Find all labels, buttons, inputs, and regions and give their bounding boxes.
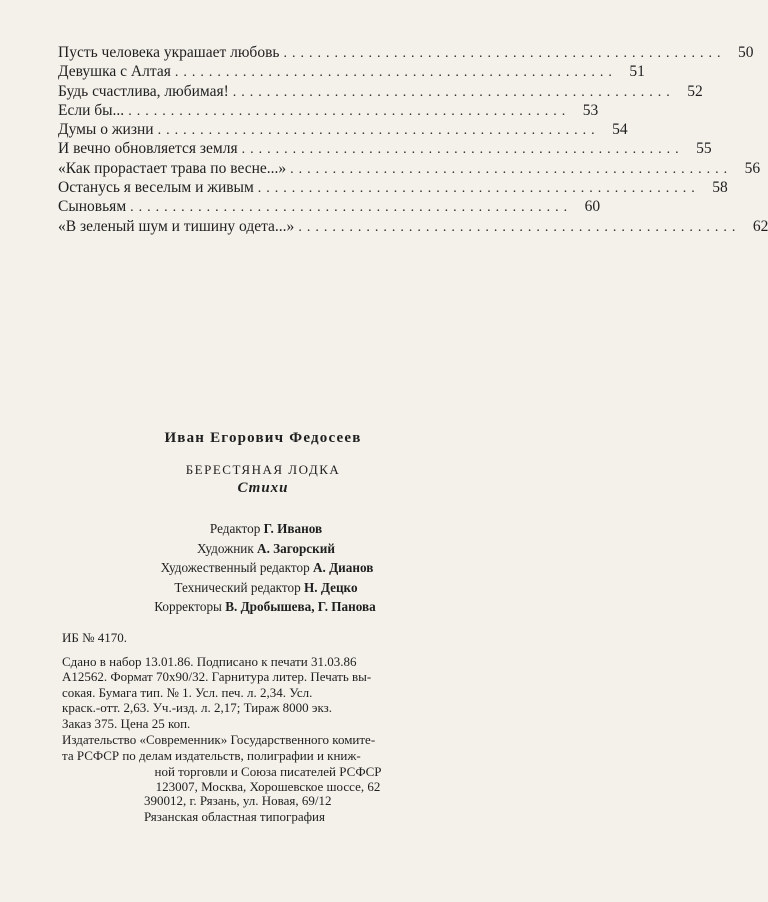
credit-line bbox=[0, 519, 526, 539]
publication-details bbox=[62, 630, 474, 732]
toc-entry bbox=[58, 140, 712, 159]
publisher-address: 123007, Москва, Хорошевское шоссе, 62 bbox=[155, 779, 381, 795]
toc-leader-dots: .................................................... bbox=[130, 200, 573, 216]
credit-role: Художественный редактор bbox=[160, 560, 310, 575]
credit-role: Редактор bbox=[209, 521, 261, 536]
toc-leader-dots: .................................................... bbox=[174, 65, 617, 81]
toc-entry-title: «В зеленый шум и тишину одета...» bbox=[58, 217, 295, 235]
toc-entry bbox=[58, 82, 703, 102]
toc-entry-page: 54 bbox=[612, 121, 628, 139]
toc-entry-page: 55 bbox=[696, 140, 712, 158]
publisher-info bbox=[62, 732, 474, 795]
toc-entry-title: Сыновьям bbox=[58, 198, 127, 216]
toc-entry-page: 60 bbox=[584, 198, 601, 216]
toc-entry bbox=[58, 63, 645, 82]
credit-role: Технический редактор bbox=[174, 579, 301, 595]
toc-entry bbox=[58, 121, 628, 140]
publication-detail-line: краск.-отт. 2,63. Уч.-изд. л. 2,17; Тираж 8000 экз. bbox=[62, 700, 333, 716]
toc-entry bbox=[58, 179, 728, 198]
toc-entry-title: Останусь я веселым и живым bbox=[58, 179, 254, 197]
credit-person: Г. Иванов bbox=[263, 521, 323, 536]
publisher-line: ной торговли и Союза писателей РСФСР bbox=[154, 763, 382, 779]
toc-entry-page: 50 bbox=[737, 44, 754, 61]
toc-leader-dots: .................................................... bbox=[241, 142, 684, 158]
book-title: БЕРЕСТЯНАЯ ЛОДКА bbox=[185, 462, 341, 477]
toc-leader-dots: .................................................... bbox=[232, 84, 675, 100]
toc-entry-title: Если бы... bbox=[58, 101, 125, 119]
toc-leader-dots: .................................................... bbox=[298, 219, 741, 235]
toc-entry-page: 62 bbox=[752, 217, 768, 235]
publication-detail-line: Сдано в набор 13.01.86. Подписано к печати 31.03.86 bbox=[62, 653, 357, 669]
toc-leader-dots: .................................................... bbox=[128, 103, 571, 119]
toc-entry-title: Девушка с Алтая bbox=[58, 63, 171, 81]
credit-person: А. Загорский bbox=[257, 540, 335, 556]
toc-entry-title: Пусть человека украшает любовь bbox=[58, 44, 280, 61]
printer-address: 390012, г. Рязань, ул. Новая, 69/12 bbox=[144, 793, 332, 808]
credit-role: Художник bbox=[197, 540, 254, 556]
toc-entry-page: 51 bbox=[629, 63, 645, 81]
credit-line bbox=[0, 558, 526, 578]
toc-entry-title: Думы о жизни bbox=[58, 121, 154, 139]
toc-entry bbox=[58, 44, 754, 63]
toc-entry bbox=[58, 101, 599, 121]
printer-name: Рязанская областная типография bbox=[144, 808, 325, 824]
printer-info bbox=[144, 793, 332, 825]
toc-leader-dots: .................................................... bbox=[257, 181, 700, 197]
spacer bbox=[62, 646, 474, 654]
credit-line bbox=[0, 539, 526, 559]
publication-detail-line: сокая. Бумага тип. № 1. Усл. печ. л. 2,34. Усл. bbox=[62, 684, 313, 700]
toc-entry-title: Будь счастлива, любимая! bbox=[58, 82, 229, 100]
toc-entry-page: 53 bbox=[582, 101, 599, 119]
publication-detail-line: А12562. Формат 70х90/32. Гарнитура литер. Печать вы- bbox=[62, 669, 372, 685]
toc-leader-dots: .................................................... bbox=[283, 46, 726, 61]
credits-block bbox=[0, 519, 526, 617]
credit-role: Корректоры bbox=[154, 599, 222, 614]
toc-entry-title: «Как прорастает трава по весне...» bbox=[58, 159, 287, 177]
author-name: Иван Егорович Федосеев bbox=[164, 430, 362, 446]
publisher-line: та РСФСР по делам издательств, полиграфии и книж- bbox=[62, 747, 361, 763]
publication-detail-line: ИБ № 4170. bbox=[62, 630, 128, 645]
table-of-contents bbox=[58, 44, 768, 237]
toc-entry-title: И вечно обновляется земля bbox=[58, 140, 238, 158]
toc-entry-page: 58 bbox=[712, 179, 728, 197]
credit-line bbox=[0, 597, 526, 617]
toc-entry-page: 52 bbox=[687, 82, 703, 100]
credit-line bbox=[0, 578, 526, 598]
toc-entry bbox=[58, 198, 601, 217]
toc-entry-page: 56 bbox=[744, 159, 761, 177]
credit-person: А. Дианов bbox=[312, 560, 374, 575]
toc-entry bbox=[58, 217, 768, 237]
toc-entry bbox=[58, 159, 761, 179]
toc-leader-dots: .................................................... bbox=[157, 123, 600, 139]
publisher-line: Издательство «Современник» Государственного комите- bbox=[62, 732, 376, 747]
toc-leader-dots: .................................................... bbox=[290, 161, 733, 177]
credit-person: В. Дробышева, Г. Панова bbox=[225, 599, 376, 614]
publication-detail-line: Заказ 375. Цена 25 коп. bbox=[62, 715, 191, 731]
credit-person: Н. Децко bbox=[304, 579, 358, 595]
book-genre: Стихи bbox=[237, 480, 289, 496]
